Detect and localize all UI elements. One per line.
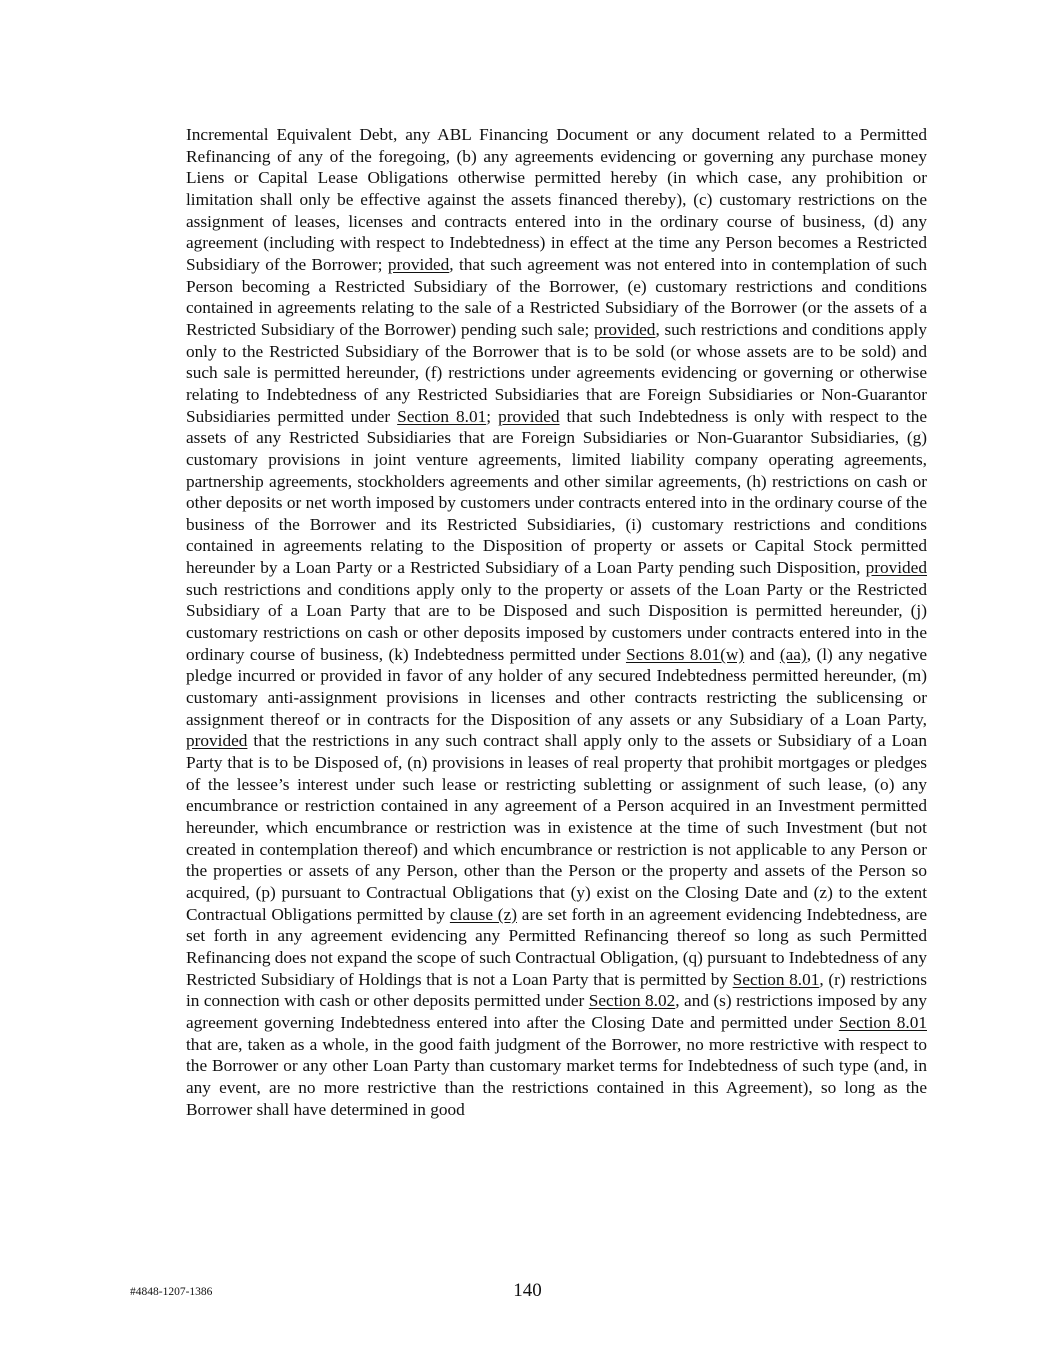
text-run: that are, taken as a whole, in the good faith judgment of the Borrower, no more restrictive with respect to the Borrower or any other Loan Party than customary market terms for Indebtedness of such type (and, in any event, are no more restrictive than the restrictions contained in this Agreement), so long as the Borrower shall have determined in good <box>186 1034 927 1119</box>
underlined-reference: provided <box>498 406 560 426</box>
body-paragraph <box>186 124 927 1120</box>
text-run: such restrictions and conditions apply only to the property or assets of the Loan Party or the Restricted Subsidiary of a Loan Party that are to be Disposed and such Disposition is permitted hereunder, (j) customary restrictions on cash or other deposits imposed by customers under contracts entered into in the ordinary course of business, (k) Indebtedness permitted under <box>186 579 927 664</box>
underlined-reference: Section 8.02 <box>588 991 676 1011</box>
underlined-reference: Section 8.01 <box>397 406 487 426</box>
text-run: ; <box>486 406 499 426</box>
underlined-reference: provided <box>594 319 656 339</box>
text-run: , (r) restrictions in connection with cash or other deposits permitted under <box>186 969 927 1011</box>
underlined-reference: clause (z) <box>449 904 517 924</box>
underlined-reference: Section 8.01 <box>838 1012 927 1032</box>
underlined-reference: provided <box>865 558 927 578</box>
text-run: , (l) any negative pledge incurred or provided in favor of any holder of any secured Indebtedness permitted hereunder, (m) customary anti-assignment provisions in licenses and other contracts restricting the sublicensing or assignment thereof or in contracts for the Disposition of any assets or any Subsidiary of a Loan Party, <box>186 644 928 729</box>
text-run: , such restrictions and conditions apply only to the Restricted Subsidiary of the Borrower that is to be sold (or whose assets are to be sold) and such sale is permitted hereunder, (f) restrictions under agreements evidencing or governing or otherwise relating to Indebtedness of any Restricted Subsidiaries that are Foreign Subsidiaries or Non-Guarantor Subsidiaries permitted under <box>186 319 928 426</box>
underlined-reference: Section 8.01 <box>732 969 820 989</box>
underlined-reference: (aa) <box>779 644 807 664</box>
text-run: that such Indebtedness is only with respect to the assets of any Restricted Subsidiaries that are Foreign Subsidiaries or Non-Guarantor Subsidiaries, (g) customary provisions in joint venture agreements, limited liability company operating agreements, partnership agreements, stockholders agreements and other similar agreements, (h) restrictions on cash or other deposits or net worth imposed by customers under contracts entered into in the ordinary course of the business of the Borrower and its Restricted Subsidiaries, (i) customary restrictions and conditions contained in agreements relating to the Disposition of property or assets or Capital Stock permitted hereunder by a Loan Party or a Restricted Subsidiary of a Loan Party pending such Disposition, <box>186 406 928 578</box>
underlined-reference: Sections 8.01(w) <box>625 644 745 664</box>
text-run: , that such agreement was not entered into in contemplation of such Person becoming a Restricted Subsidiary of the Borrower, (e) customary restrictions and conditions contained in agreements relating to the sale of a Restricted Subsidiary of the Borrower (or the assets of a Restricted Subsidiary of the Borrower) pending such sale; <box>186 254 927 339</box>
underlined-reference: provided <box>186 731 248 751</box>
text-run: that the restrictions in any such contract shall apply only to the assets or Subsidiary of a Loan Party that is to be Disposed of, (n) provisions in leases of real property that prohibit mortgages or pledges of the lessee’s interest under such lease or restricting subletting or assignment of such lease, (o) any encumbrance or restriction contained in any agreement of a Person acquired in an Investment permitted hereunder, which encumbrance or restriction was in existence at the time of such Investment (but not created in contemplation thereof) and which encumbrance or restriction is not applicable to any Person or the properties or assets of any Person, other than the Person or the property and assets of the Person so acquired, (p) pursuant to Contractual Obligations that (y) exist on the Closing Date and (z) to the extent Contractual Obligations permitted by <box>186 731 927 924</box>
page-number: 140 <box>513 1280 542 1301</box>
text-run: Incremental Equivalent Debt, any ABL Financing Document or any document related to a Permitted Refinancing of any of the foregoing, (b) any agreements evidencing or governing any purchase money Liens or Capital Lease Obligations otherwise permitted hereby (in which case, any prohibition or limitation shall only be effective against the assets financed thereby), (c) customary restrictions on the assignment of leases, licenses and contracts entered into in the ordinary course of business, (d) any agreement (including with respect to Indebtedness) in effect at the time any Person becomes a Restricted Subsidiary of the Borrower; <box>186 125 927 274</box>
text-run: are set forth in an agreement evidencing Indebtedness, are set forth in any agreement evidencing any Permitted Refinancing thereof so long as such Permitted Refinancing does not expand the scope of such Contractual Obligation, (q) pursuant to Indebtedness of any Restricted Subsidiary of Holdings that is not a Loan Party that is permitted by <box>186 904 928 989</box>
text-run: , and (s) restrictions imposed by any agreement governing Indebtedness entered into after the Closing Date and permitted under <box>186 991 927 1032</box>
underlined-reference: provided <box>387 254 450 274</box>
document-id: #4848-1207-1386 <box>130 1286 213 1298</box>
text-run: and <box>744 644 780 664</box>
